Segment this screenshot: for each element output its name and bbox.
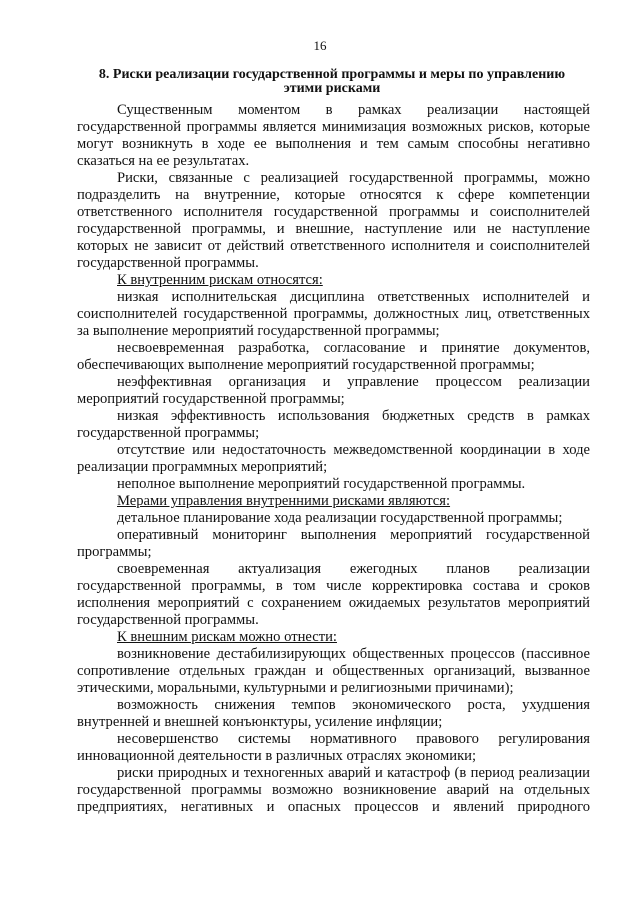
paragraph <box>77 476 590 493</box>
subsection-label <box>77 629 590 646</box>
paragraph-line: возможность снижения темпов экономического роста, ухудшения <box>117 697 590 713</box>
paragraph-line: К внешним рискам можно отнести: <box>117 629 337 645</box>
paragraph-line: риски природных и техногенных аварий и катастроф (в период реализации <box>117 765 590 781</box>
paragraph-line: внутренней и внешней конъюнктуры, усиление инфляции; <box>77 714 443 730</box>
paragraph <box>77 765 590 816</box>
paragraph-line: исполнения мероприятий с сохранением ожидаемых результатов мероприятий <box>77 595 590 611</box>
paragraph-line: Существенным моментом в рамках реализации настоящей <box>117 102 590 118</box>
paragraph-line: Риски, связанные с реализацией государственной программы, можно <box>117 170 590 186</box>
paragraph-line: предприятиях, негативных и опасных процессов и явлений природного <box>77 799 590 815</box>
paragraph-line: которых не зависит от действий ответственного исполнителя и соисполнителей <box>77 238 590 254</box>
paragraph-line: обеспечивающих выполнение мероприятий государственной программы; <box>77 357 535 373</box>
paragraph-line: подразделить на внутренние, которые относятся к сфере компетенции <box>77 187 590 203</box>
paragraph <box>77 561 590 629</box>
paragraph-line: сказаться на ее результатах. <box>77 153 250 169</box>
paragraph-line: отсутствие или недостаточность межведомственной координации в ходе <box>117 442 590 458</box>
paragraph-line: государственной программы возможно возникновение аварий на отдельных <box>77 782 590 798</box>
paragraph-line: государственной программы. <box>77 612 259 628</box>
paragraph-line: государственной программы. <box>77 255 259 271</box>
paragraph <box>77 289 590 340</box>
paragraph-line: неполное выполнение мероприятий государственной программы. <box>117 476 526 492</box>
paragraph <box>77 102 590 170</box>
paragraph-line: государственной программы, в том числе корректировка состава и сроков <box>77 578 590 594</box>
paragraph-line: детальное планирование хода реализации государственной программы; <box>117 510 563 526</box>
paragraph <box>77 442 590 476</box>
paragraph <box>77 408 590 442</box>
paragraph-line: низкая исполнительская дисциплина ответственных исполнителей и <box>117 289 590 305</box>
paragraph <box>77 510 590 527</box>
paragraph-line: государственной программы; <box>77 425 260 441</box>
document-body <box>77 102 590 816</box>
paragraph-line: за выполнение мероприятий государственной программы; <box>77 323 440 339</box>
paragraph-line: возникновение дестабилизирующих общественных процессов (пассивное <box>117 646 590 662</box>
subsection-label <box>77 493 590 510</box>
paragraph-line: низкая эффективность использования бюджетных средств в рамках <box>117 408 590 424</box>
paragraph-line: государственной программы, и внешние, наступление или не наступление <box>77 221 590 237</box>
paragraph <box>77 527 590 561</box>
paragraph-line: сопротивление отдельных граждан и общественных организаций, вызванное <box>77 663 590 679</box>
paragraph <box>77 170 590 272</box>
paragraph <box>77 646 590 697</box>
paragraph <box>77 374 590 408</box>
paragraph-line: Мерами управления внутренними рисками являются: <box>117 493 451 509</box>
paragraph-line: государственной программы является минимизация возможных рисков, которые <box>77 119 590 135</box>
paragraph-line: К внутренним рискам относятся: <box>117 272 323 288</box>
paragraph <box>77 340 590 374</box>
section-heading-line-1: 8. Риски реализации государственной программы и меры по управлению <box>98 67 566 82</box>
paragraph-line: мероприятий государственной программы; <box>77 391 345 407</box>
subsection-label <box>77 272 590 289</box>
paragraph-line: инновационной деятельности в различных отраслях экономики; <box>77 748 477 764</box>
paragraph-line: оперативный мониторинг выполнения мероприятий государственной <box>117 527 590 543</box>
page-number: 16 <box>313 38 327 53</box>
section-heading-line-2: этими рисками <box>283 81 381 96</box>
paragraph-line: программы; <box>77 544 152 560</box>
paragraph <box>77 731 590 765</box>
section-heading <box>74 68 590 96</box>
paragraph-line: соисполнителей государственной программы, должностных лиц, ответственных <box>77 306 590 322</box>
paragraph-line: несовершенство системы нормативного правового регулирования <box>117 731 590 747</box>
paragraph-line: несвоевременная разработка, согласование и принятие документов, <box>117 340 590 356</box>
paragraph-line: этическими, моральными, культурными и религиозными причинами); <box>77 680 514 696</box>
paragraph-line: могут возникнуть в ходе ее выполнения и тем самым способны негативно <box>77 136 590 152</box>
paragraph <box>77 697 590 731</box>
paragraph-line: реализации программных мероприятий; <box>77 459 328 475</box>
paragraph-line: ответственного исполнителя государственной программы и соисполнителей <box>77 204 590 220</box>
paragraph-line: неэффективная организация и управление процессом реализации <box>117 374 590 390</box>
paragraph-line: своевременная актуализация ежегодных планов реализации <box>117 561 590 577</box>
